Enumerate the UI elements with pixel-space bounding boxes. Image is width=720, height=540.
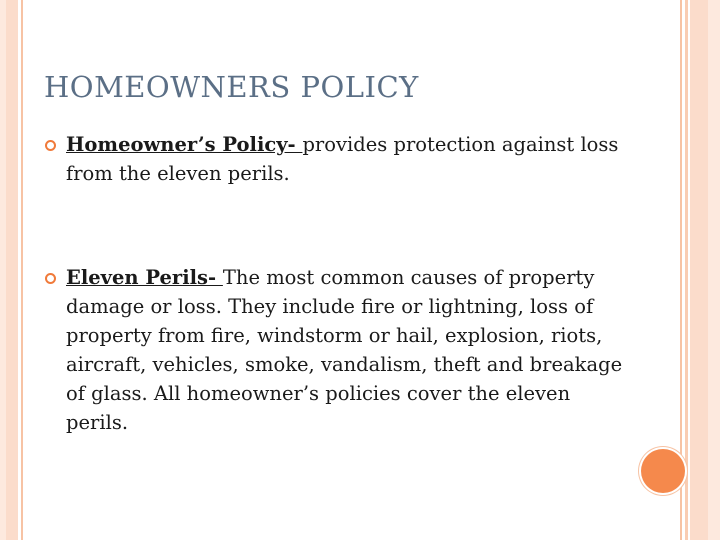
slide-title: HOMEOWNERS POLICY xyxy=(44,70,419,104)
bullet-item xyxy=(44,263,634,437)
right-decorative-stripes xyxy=(680,0,720,540)
bullet-circle-icon xyxy=(45,140,56,151)
left-decorative-stripes xyxy=(0,0,30,540)
stripe xyxy=(708,0,720,540)
stripe xyxy=(6,0,18,540)
stripe xyxy=(685,0,688,540)
bullet-term: Eleven Perils- xyxy=(66,266,223,289)
bullet-item xyxy=(44,130,634,188)
decorative-circle xyxy=(641,449,685,493)
bullet-term: Homeowner’s Policy- xyxy=(66,133,303,156)
bullet-list xyxy=(44,130,634,437)
bullet-text: provides protection against loss from the eleven perils. xyxy=(66,133,619,185)
stripe xyxy=(21,0,23,540)
stripe xyxy=(690,0,708,540)
bullet-text: The most common causes of property damage or loss. They include fire or lightning, loss of property from fire, windstorm or hail, explosion, riots, aircraft, vehicles, smoke, vandalism, theft and breakage of glass. All homeowner’s policies cover the eleven perils. xyxy=(66,266,623,434)
bullet-circle-icon xyxy=(45,273,56,284)
